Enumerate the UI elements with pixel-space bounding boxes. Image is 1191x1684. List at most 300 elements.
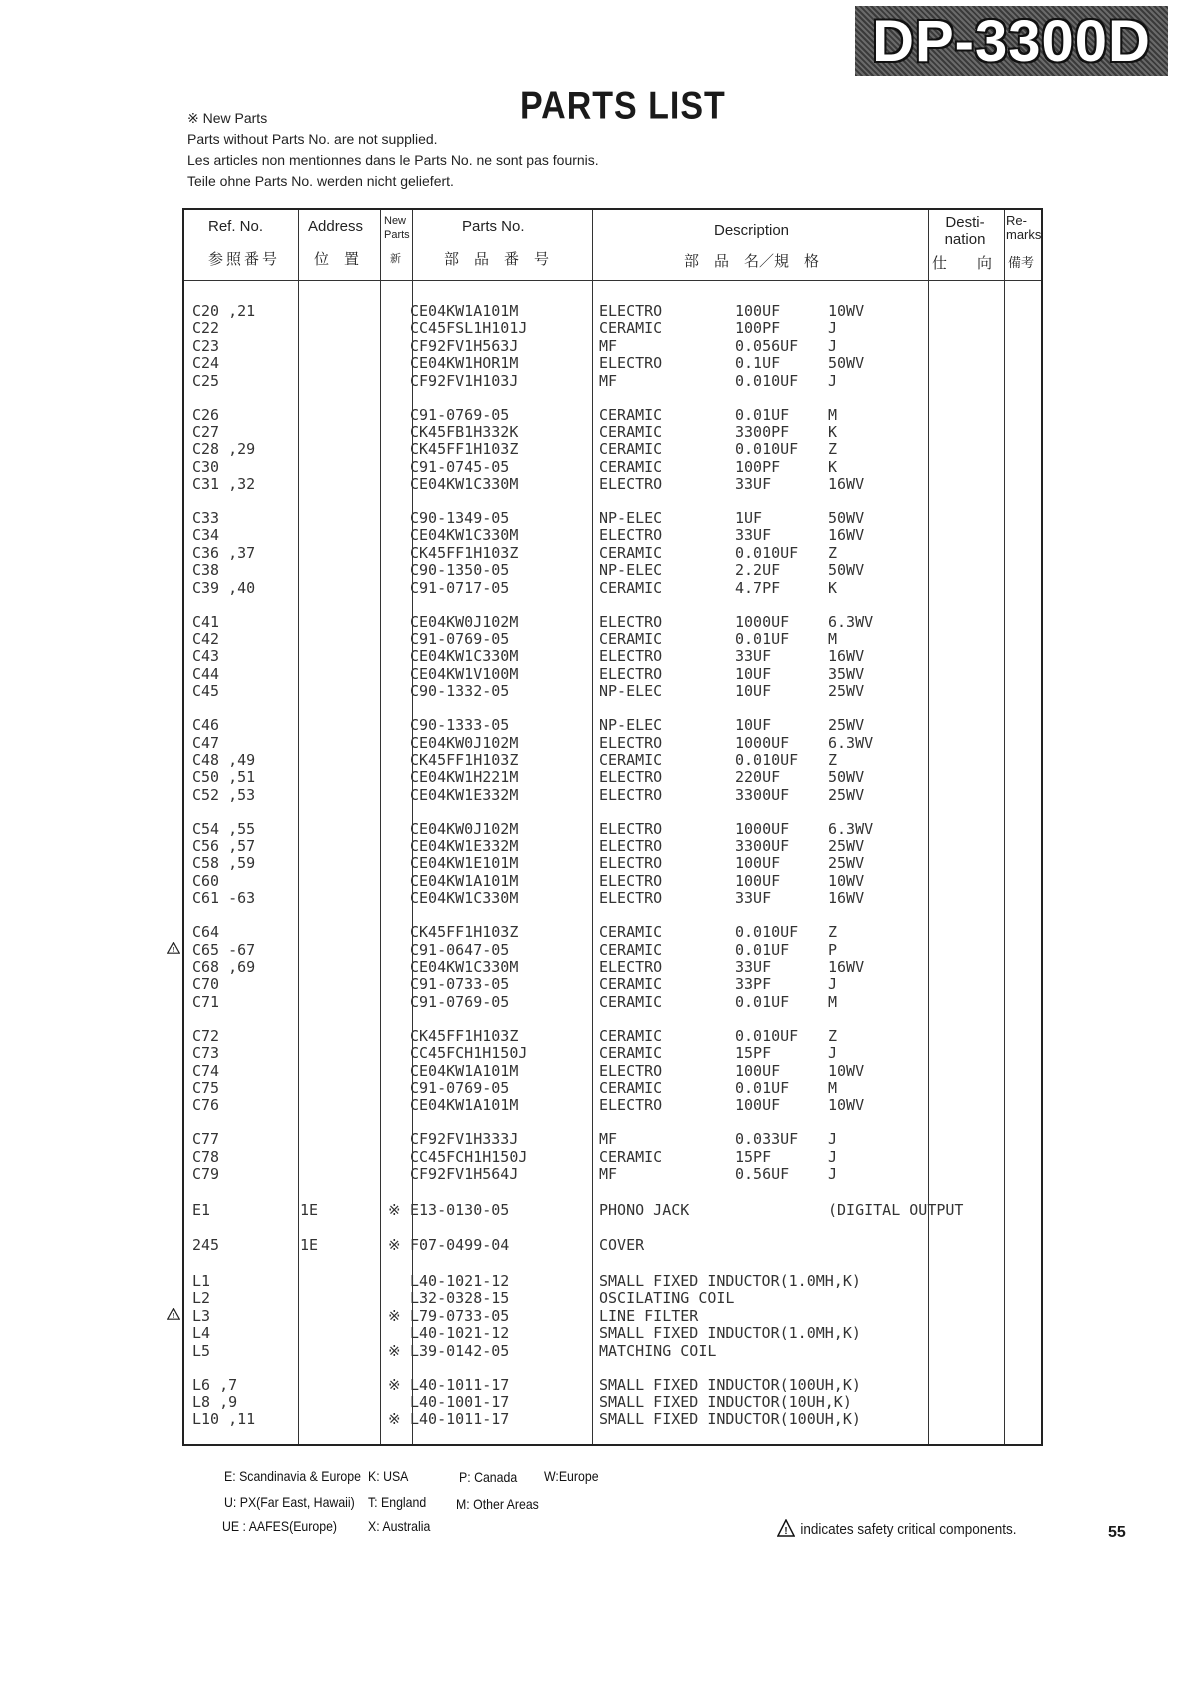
ref-no: C72 bbox=[192, 1027, 220, 1045]
parts-table bbox=[172, 208, 1043, 1446]
ref-no: C46 bbox=[192, 716, 220, 734]
part-no: CE04KW1A101M bbox=[410, 302, 519, 320]
part-no: CE04KW1HOR1M bbox=[410, 354, 519, 372]
ref-no: C44 bbox=[192, 665, 220, 683]
part-no: CK45FF1H103Z bbox=[410, 751, 519, 769]
description-value: 2.2UF bbox=[735, 561, 781, 579]
description-name: MF bbox=[599, 372, 618, 390]
ref-no: L8 ,9 bbox=[192, 1393, 238, 1411]
safety-footnote bbox=[777, 1519, 1017, 1541]
description-spec: M bbox=[828, 630, 838, 648]
description-name: ELECTRO bbox=[599, 768, 663, 786]
description-name: NP-ELEC bbox=[599, 509, 663, 527]
description-value: 10UF bbox=[735, 716, 772, 734]
description-spec: Z bbox=[828, 1027, 838, 1045]
part-no: C91-0717-05 bbox=[410, 579, 510, 597]
part-no: CK45FF1H103Z bbox=[410, 544, 519, 562]
part-no: CC45FCH1H150J bbox=[410, 1044, 528, 1062]
legend-m: M: Other Areas bbox=[456, 1496, 539, 1512]
description-value: 0.010UF bbox=[735, 751, 799, 769]
legend-w: W:Europe bbox=[544, 1468, 599, 1484]
part-no: CE04KW1A101M bbox=[410, 1062, 519, 1080]
description-value: 0.01UF bbox=[735, 630, 790, 648]
header-ref-jp: 参照番号 bbox=[208, 251, 281, 268]
warning-triangle-icon bbox=[167, 1308, 180, 1323]
description-name: SMALL FIXED INDUCTOR(10UH,K) bbox=[599, 1393, 852, 1411]
part-no: C90-1333-05 bbox=[410, 716, 510, 734]
part-no: CE04KW1H221M bbox=[410, 768, 519, 786]
description-spec: (DIGITAL OUTPUT bbox=[828, 1201, 964, 1219]
ref-no: C64 bbox=[192, 923, 220, 941]
page-number: 55 bbox=[1108, 1524, 1126, 1541]
address: 1E bbox=[300, 1236, 319, 1254]
description-value: 33UF bbox=[735, 958, 772, 976]
description-name: CERAMIC bbox=[599, 1148, 663, 1166]
part-no: CK45FB1H332K bbox=[410, 423, 519, 441]
header-description-jp: 部 品 名／規 格 bbox=[684, 253, 820, 270]
safety-note-text: indicates safety critical components. bbox=[800, 1521, 1017, 1538]
description-value: 33UF bbox=[735, 889, 772, 907]
description-value: 0.56UF bbox=[735, 1165, 790, 1183]
part-no: L39-0142-05 bbox=[410, 1342, 510, 1360]
ref-no: C54 ,55 bbox=[192, 820, 256, 838]
description-name: ELECTRO bbox=[599, 958, 663, 976]
description-spec: 25WV bbox=[828, 837, 865, 855]
description-spec: J bbox=[828, 975, 838, 993]
description-name: ELECTRO bbox=[599, 734, 663, 752]
ref-no: C76 bbox=[192, 1096, 220, 1114]
new-parts-mark: ※ bbox=[388, 1376, 401, 1394]
description-value: 4.7PF bbox=[735, 579, 781, 597]
ref-no: L10 ,11 bbox=[192, 1410, 256, 1428]
ref-no: C77 bbox=[192, 1130, 220, 1148]
svg-text:!: ! bbox=[172, 947, 175, 954]
description-spec: 16WV bbox=[828, 958, 865, 976]
description-name: ELECTRO bbox=[599, 475, 663, 493]
part-no: C90-1350-05 bbox=[410, 561, 510, 579]
ref-no: C30 bbox=[192, 458, 220, 476]
part-no: C90-1332-05 bbox=[410, 682, 510, 700]
header-remarks: Re- marks bbox=[1006, 213, 1042, 242]
description-name: ELECTRO bbox=[599, 665, 663, 683]
ref-no: C23 bbox=[192, 337, 220, 355]
description-value: 0.1UF bbox=[735, 354, 781, 372]
description-name: SMALL FIXED INDUCTOR(100UH,K) bbox=[599, 1410, 861, 1428]
part-no: C91-0769-05 bbox=[410, 406, 510, 424]
ref-no: E1 bbox=[192, 1201, 211, 1219]
part-no: CE04KW0J102M bbox=[410, 734, 519, 752]
description-name: CERAMIC bbox=[599, 458, 663, 476]
header-parts-jp: 部 品 番 号 bbox=[444, 251, 550, 268]
description-spec: Z bbox=[828, 751, 838, 769]
description-name: ELECTRO bbox=[599, 872, 663, 890]
ref-no: C50 ,51 bbox=[192, 768, 256, 786]
description-spec: 16WV bbox=[828, 647, 865, 665]
description-spec: 10WV bbox=[828, 872, 865, 890]
new-parts-mark: ※ bbox=[388, 1307, 401, 1325]
description-value: 100UF bbox=[735, 1096, 781, 1114]
description-name: MATCHING COIL bbox=[599, 1342, 717, 1360]
header-parts: Parts No. bbox=[462, 218, 525, 235]
header-remarks-jp: 備考 bbox=[1008, 255, 1035, 270]
column-divider bbox=[592, 210, 593, 1444]
ref-no: L5 bbox=[192, 1342, 211, 1360]
ref-no: C31 ,32 bbox=[192, 475, 256, 493]
description-spec: M bbox=[828, 406, 838, 424]
part-no: CK45FF1H103Z bbox=[410, 1027, 519, 1045]
part-no: CE04KW1A101M bbox=[410, 1096, 519, 1114]
description-name: PHONO JACK bbox=[599, 1201, 690, 1219]
ref-no: C60 bbox=[192, 872, 220, 890]
legend-k: K: USA bbox=[368, 1468, 409, 1484]
part-no: CE04KW0J102M bbox=[410, 613, 519, 631]
description-name: NP-ELEC bbox=[599, 561, 663, 579]
description-value: 100UF bbox=[735, 302, 781, 320]
note-en: Parts without Parts No. are not supplied. bbox=[187, 131, 438, 147]
part-no: C91-0769-05 bbox=[410, 993, 510, 1011]
description-value: 10UF bbox=[735, 665, 772, 683]
part-no: C91-0733-05 bbox=[410, 975, 510, 993]
description-value: 100PF bbox=[735, 458, 781, 476]
ref-no: C28 ,29 bbox=[192, 440, 256, 458]
warning-triangle-icon bbox=[167, 942, 180, 957]
ref-no: L3 bbox=[192, 1307, 211, 1325]
note-fr: Les articles non mentionnes dans le Parts No. ne sont pas fournis. bbox=[187, 152, 599, 168]
ref-no: C61 -63 bbox=[192, 889, 256, 907]
description-name: CERAMIC bbox=[599, 544, 663, 562]
header-new-jp: 新 bbox=[390, 253, 401, 265]
header-destination: Desti- nation bbox=[944, 214, 986, 248]
ref-no: C68 ,69 bbox=[192, 958, 256, 976]
part-no: CC45FCH1H150J bbox=[410, 1148, 528, 1166]
new-parts-mark: ※ bbox=[388, 1236, 401, 1254]
description-spec: 50WV bbox=[828, 768, 865, 786]
ref-no: C58 ,59 bbox=[192, 854, 256, 872]
description-value: 100UF bbox=[735, 1062, 781, 1080]
part-no: CE04KW1E332M bbox=[410, 837, 519, 855]
description-spec: 10WV bbox=[828, 302, 865, 320]
part-no: C91-0745-05 bbox=[410, 458, 510, 476]
ref-no: C42 bbox=[192, 630, 220, 648]
part-no: CE04KW1C330M bbox=[410, 958, 519, 976]
description-value: 10UF bbox=[735, 682, 772, 700]
description-spec: J bbox=[828, 1044, 838, 1062]
header-description: Description bbox=[714, 222, 790, 239]
description-name: NP-ELEC bbox=[599, 682, 663, 700]
description-spec: 10WV bbox=[828, 1096, 865, 1114]
ref-no: C27 bbox=[192, 423, 220, 441]
description-name: CERAMIC bbox=[599, 1079, 663, 1097]
part-no: L32-0328-15 bbox=[410, 1289, 510, 1307]
description-value: 0.01UF bbox=[735, 941, 790, 959]
description-name: NP-ELEC bbox=[599, 716, 663, 734]
ref-no: C20 ,21 bbox=[192, 302, 256, 320]
description-name: ELECTRO bbox=[599, 526, 663, 544]
ref-no: C71 bbox=[192, 993, 220, 1011]
description-name: CERAMIC bbox=[599, 993, 663, 1011]
description-spec: J bbox=[828, 1148, 838, 1166]
ref-no: C75 bbox=[192, 1079, 220, 1097]
description-spec: Z bbox=[828, 440, 838, 458]
description-spec: J bbox=[828, 319, 838, 337]
ref-no: C45 bbox=[192, 682, 220, 700]
description-spec: 6.3WV bbox=[828, 613, 874, 631]
column-divider bbox=[928, 210, 929, 1444]
ref-no: C47 bbox=[192, 734, 220, 752]
ref-no: C38 bbox=[192, 561, 220, 579]
description-value: 1000UF bbox=[735, 613, 790, 631]
description-name: CERAMIC bbox=[599, 941, 663, 959]
address: 1E bbox=[300, 1201, 319, 1219]
ref-no: C74 bbox=[192, 1062, 220, 1080]
description-name: COVER bbox=[599, 1236, 645, 1254]
description-spec: 6.3WV bbox=[828, 734, 874, 752]
part-no: CK45FF1H103Z bbox=[410, 440, 519, 458]
description-value: 0.010UF bbox=[735, 544, 799, 562]
part-no: CE04KW1V100M bbox=[410, 665, 519, 683]
header-address: Address bbox=[308, 218, 364, 235]
description-spec: J bbox=[828, 1165, 838, 1183]
ref-no: C73 bbox=[192, 1044, 220, 1062]
ref-no: L2 bbox=[192, 1289, 211, 1307]
column-divider bbox=[298, 210, 299, 1444]
description-value: 0.010UF bbox=[735, 923, 799, 941]
column-divider bbox=[1004, 210, 1005, 1444]
ref-no: C79 bbox=[192, 1165, 220, 1183]
description-name: CERAMIC bbox=[599, 630, 663, 648]
ref-no: C43 bbox=[192, 647, 220, 665]
description-value: 100PF bbox=[735, 319, 781, 337]
description-spec: 25WV bbox=[828, 854, 865, 872]
description-name: CERAMIC bbox=[599, 423, 663, 441]
part-no: L40-1011-17 bbox=[410, 1410, 510, 1428]
description-name: CERAMIC bbox=[599, 1027, 663, 1045]
ref-no: C24 bbox=[192, 354, 220, 372]
description-spec: 6.3WV bbox=[828, 820, 874, 838]
legend-x: X: Australia bbox=[368, 1518, 431, 1534]
description-value: 3300PF bbox=[735, 423, 790, 441]
svg-text:!: ! bbox=[784, 1525, 788, 1537]
new-parts-mark: ※ bbox=[388, 1410, 401, 1428]
description-value: 100UF bbox=[735, 872, 781, 890]
description-value: 33UF bbox=[735, 647, 772, 665]
ref-no: C33 bbox=[192, 509, 220, 527]
description-name: SMALL FIXED INDUCTOR(1.0MH,K) bbox=[599, 1272, 861, 1290]
description-name: CERAMIC bbox=[599, 406, 663, 424]
description-name: SMALL FIXED INDUCTOR(100UH,K) bbox=[599, 1376, 861, 1394]
legend-ue: UE : AAFES(Europe) bbox=[222, 1518, 338, 1534]
header-address-jp: 位 置 bbox=[314, 251, 360, 268]
description-spec: 25WV bbox=[828, 786, 865, 804]
description-value: 15PF bbox=[735, 1044, 772, 1062]
ref-no: C78 bbox=[192, 1148, 220, 1166]
ref-no: C52 ,53 bbox=[192, 786, 256, 804]
part-no: CC45FSL1H101J bbox=[410, 319, 528, 337]
part-no: L40-1021-12 bbox=[410, 1272, 510, 1290]
part-no: C90-1349-05 bbox=[410, 509, 510, 527]
description-value: 1000UF bbox=[735, 734, 790, 752]
part-no: L79-0733-05 bbox=[410, 1307, 510, 1325]
ref-no: L1 bbox=[192, 1272, 211, 1290]
description-spec: 16WV bbox=[828, 526, 865, 544]
column-divider bbox=[380, 210, 381, 1444]
ref-no: C26 bbox=[192, 406, 220, 424]
description-value: 100UF bbox=[735, 854, 781, 872]
part-no: F07-0499-04 bbox=[410, 1236, 510, 1254]
legend-e: E: Scandinavia & Europe bbox=[224, 1468, 361, 1484]
description-spec: Z bbox=[828, 923, 838, 941]
part-no: C91-0769-05 bbox=[410, 630, 510, 648]
description-name: CERAMIC bbox=[599, 975, 663, 993]
part-no: L40-1011-17 bbox=[410, 1376, 510, 1394]
notes bbox=[187, 108, 599, 192]
description-name: SMALL FIXED INDUCTOR(1.0MH,K) bbox=[599, 1324, 861, 1342]
part-no: CF92FV1H563J bbox=[410, 337, 519, 355]
description-name: ELECTRO bbox=[599, 820, 663, 838]
part-no: CF92FV1H564J bbox=[410, 1165, 519, 1183]
description-name: ELECTRO bbox=[599, 302, 663, 320]
ref-no: C41 bbox=[192, 613, 220, 631]
page-title: PARTS LIST bbox=[520, 84, 726, 128]
part-no: CE04KW1E101M bbox=[410, 854, 519, 872]
description-name: ELECTRO bbox=[599, 786, 663, 804]
description-spec: J bbox=[828, 1130, 838, 1148]
description-name: CERAMIC bbox=[599, 319, 663, 337]
part-no: CE04KW0J102M bbox=[410, 820, 519, 838]
description-name: ELECTRO bbox=[599, 837, 663, 855]
description-value: 0.010UF bbox=[735, 372, 799, 390]
description-name: OSCILATING COIL bbox=[599, 1289, 735, 1307]
description-name: CERAMIC bbox=[599, 579, 663, 597]
note-new-parts: ※ New Parts bbox=[187, 110, 268, 126]
description-value: 1UF bbox=[735, 509, 763, 527]
part-no: CE04KW1C330M bbox=[410, 647, 519, 665]
description-name: ELECTRO bbox=[599, 354, 663, 372]
part-no: CE04KW1E332M bbox=[410, 786, 519, 804]
description-name: CERAMIC bbox=[599, 440, 663, 458]
description-spec: K bbox=[828, 423, 838, 441]
description-name: ELECTRO bbox=[599, 647, 663, 665]
ref-no: C36 ,37 bbox=[192, 544, 256, 562]
description-value: 0.010UF bbox=[735, 440, 799, 458]
ref-no: C56 ,57 bbox=[192, 837, 256, 855]
ref-no: C48 ,49 bbox=[192, 751, 256, 769]
warning-triangle-icon bbox=[777, 1519, 795, 1541]
description-value: 0.01UF bbox=[735, 993, 790, 1011]
legend-u: U: PX(Far East, Hawaii) bbox=[224, 1494, 355, 1510]
description-spec: 50WV bbox=[828, 354, 865, 372]
description-spec: 35WV bbox=[828, 665, 865, 683]
description-name: ELECTRO bbox=[599, 1096, 663, 1114]
part-no: CK45FF1H103Z bbox=[410, 923, 519, 941]
description-value: 0.01UF bbox=[735, 406, 790, 424]
legend-t: T: England bbox=[368, 1494, 427, 1510]
part-no: CE04KW1C330M bbox=[410, 526, 519, 544]
model-name: DP-3300D bbox=[872, 8, 1151, 74]
svg-text:!: ! bbox=[172, 1313, 175, 1320]
description-value: 1000UF bbox=[735, 820, 790, 838]
header-ref: Ref. No. bbox=[208, 218, 264, 235]
description-spec: 50WV bbox=[828, 509, 865, 527]
description-value: 0.033UF bbox=[735, 1130, 799, 1148]
description-spec: 16WV bbox=[828, 475, 865, 493]
description-spec: 25WV bbox=[828, 682, 865, 700]
part-no: L40-1001-17 bbox=[410, 1393, 510, 1411]
description-value: 0.010UF bbox=[735, 1027, 799, 1045]
ref-no: L4 bbox=[192, 1324, 211, 1342]
header-divider bbox=[184, 280, 1041, 281]
part-no: C91-0769-05 bbox=[410, 1079, 510, 1097]
header-new: New Parts bbox=[384, 215, 410, 241]
description-name: CERAMIC bbox=[599, 923, 663, 941]
description-spec: Z bbox=[828, 544, 838, 562]
description-name: MF bbox=[599, 337, 618, 355]
description-name: ELECTRO bbox=[599, 854, 663, 872]
ref-no: C70 bbox=[192, 975, 220, 993]
description-value: 15PF bbox=[735, 1148, 772, 1166]
new-parts-mark: ※ bbox=[388, 1201, 401, 1219]
part-no: CE04KW1A101M bbox=[410, 872, 519, 890]
description-value: 33UF bbox=[735, 526, 772, 544]
description-value: 3300UF bbox=[735, 837, 790, 855]
description-name: CERAMIC bbox=[599, 751, 663, 769]
description-name: CERAMIC bbox=[599, 1044, 663, 1062]
description-spec: 10WV bbox=[828, 1062, 865, 1080]
model-badge bbox=[855, 6, 1168, 76]
description-spec: K bbox=[828, 458, 838, 476]
description-spec: J bbox=[828, 372, 838, 390]
description-spec: M bbox=[828, 1079, 838, 1097]
part-no: E13-0130-05 bbox=[410, 1201, 510, 1219]
part-no: CE04KW1C330M bbox=[410, 475, 519, 493]
part-no: C91-0647-05 bbox=[410, 941, 510, 959]
description-spec: K bbox=[828, 579, 838, 597]
description-spec: M bbox=[828, 993, 838, 1011]
description-spec: J bbox=[828, 337, 838, 355]
description-spec: 16WV bbox=[828, 889, 865, 907]
ref-no: C39 ,40 bbox=[192, 579, 256, 597]
legend-p: P: Canada bbox=[459, 1469, 518, 1485]
description-value: 33UF bbox=[735, 475, 772, 493]
ref-no: C65 -67 bbox=[192, 941, 256, 959]
ref-no: C34 bbox=[192, 526, 220, 544]
part-no: CF92FV1H103J bbox=[410, 372, 519, 390]
description-spec: P bbox=[828, 941, 838, 959]
part-no: CE04KW1C330M bbox=[410, 889, 519, 907]
description-spec: 25WV bbox=[828, 716, 865, 734]
description-name: ELECTRO bbox=[599, 1062, 663, 1080]
part-no: L40-1021-12 bbox=[410, 1324, 510, 1342]
ref-no: C25 bbox=[192, 372, 220, 390]
note-de: Teile ohne Parts No. werden nicht geliefert. bbox=[187, 173, 454, 189]
description-value: 0.01UF bbox=[735, 1079, 790, 1097]
description-value: 0.056UF bbox=[735, 337, 799, 355]
header-destination-jp: 仕 向 bbox=[932, 255, 993, 272]
ref-no: 245 bbox=[192, 1236, 220, 1254]
description-value: 220UF bbox=[735, 768, 781, 786]
part-no: CF92FV1H333J bbox=[410, 1130, 519, 1148]
new-parts-mark: ※ bbox=[388, 1342, 401, 1360]
description-name: LINE FILTER bbox=[599, 1307, 699, 1325]
description-value: 3300UF bbox=[735, 786, 790, 804]
description-value: 33PF bbox=[735, 975, 772, 993]
description-name: MF bbox=[599, 1130, 618, 1148]
description-name: ELECTRO bbox=[599, 613, 663, 631]
ref-no: L6 ,7 bbox=[192, 1376, 238, 1394]
description-name: ELECTRO bbox=[599, 889, 663, 907]
description-name: MF bbox=[599, 1165, 618, 1183]
description-spec: 50WV bbox=[828, 561, 865, 579]
